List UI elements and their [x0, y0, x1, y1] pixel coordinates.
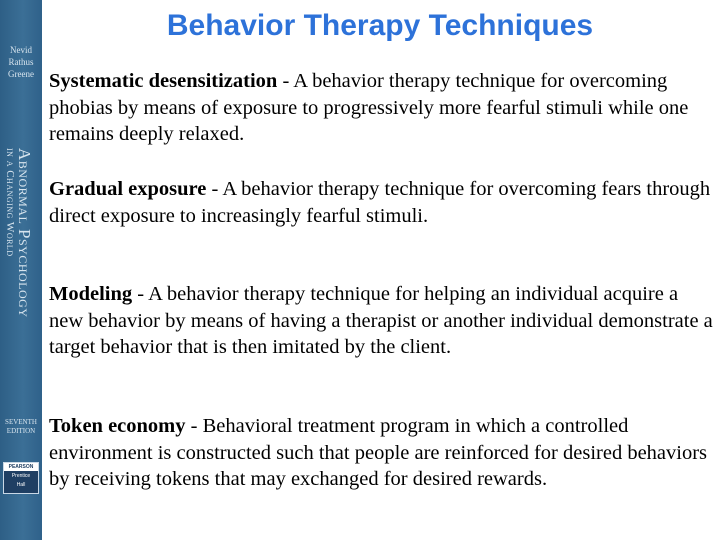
term-name: Token economy: [49, 415, 186, 437]
author-name: Nevid: [10, 45, 32, 55]
term-definition: - A behavior therapy technique for overcoming fears through direct exposure to increasingly fearful stimuli.: [49, 178, 711, 227]
book-title-line2: in a Changing World: [4, 148, 16, 257]
edition-label: [0, 418, 42, 436]
imprint-line2: Hall: [16, 482, 26, 488]
term-entry: [49, 176, 715, 229]
publisher-name: PEARSON: [4, 463, 38, 471]
term-entry: [49, 413, 715, 493]
book-title: [0, 148, 42, 348]
publisher-logo: [3, 462, 39, 494]
term-entry: [49, 281, 715, 361]
book-title-line1: Abnormal Psychology: [15, 148, 34, 318]
term-name: Systematic desensitization: [49, 70, 278, 92]
term-definition: - A behavior therapy technique for overcoming phobias by means of exposure to progressively more fearful stimuli while one remains deeply relaxed.: [49, 70, 689, 145]
author-name: Rathus: [8, 57, 34, 67]
edition-line2: EDITION: [6, 427, 36, 435]
author-name: Greene: [8, 69, 34, 79]
imprint-line1: Prentice: [11, 473, 31, 479]
book-sidebar: [0, 0, 42, 540]
term-definition: - A behavior therapy technique for helping an individual acquire a new behavior by means of having a therapist or another individual demonstrate a target behavior that is then imitated by the client.: [49, 283, 713, 358]
term-entry: [49, 68, 715, 148]
term-name: Gradual exposure: [49, 178, 207, 200]
author-names: [0, 44, 42, 80]
term-name: Modeling: [49, 283, 133, 305]
edition-line1: SEVENTH: [5, 418, 37, 426]
slide-title: Behavior Therapy Techniques: [166, 9, 594, 42]
term-definition: - Behavioral treatment program in which a controlled environment is constructed such that people are reinforced for desired behaviors by receiving tokens that may exchanged for desired rewards.: [49, 415, 708, 490]
